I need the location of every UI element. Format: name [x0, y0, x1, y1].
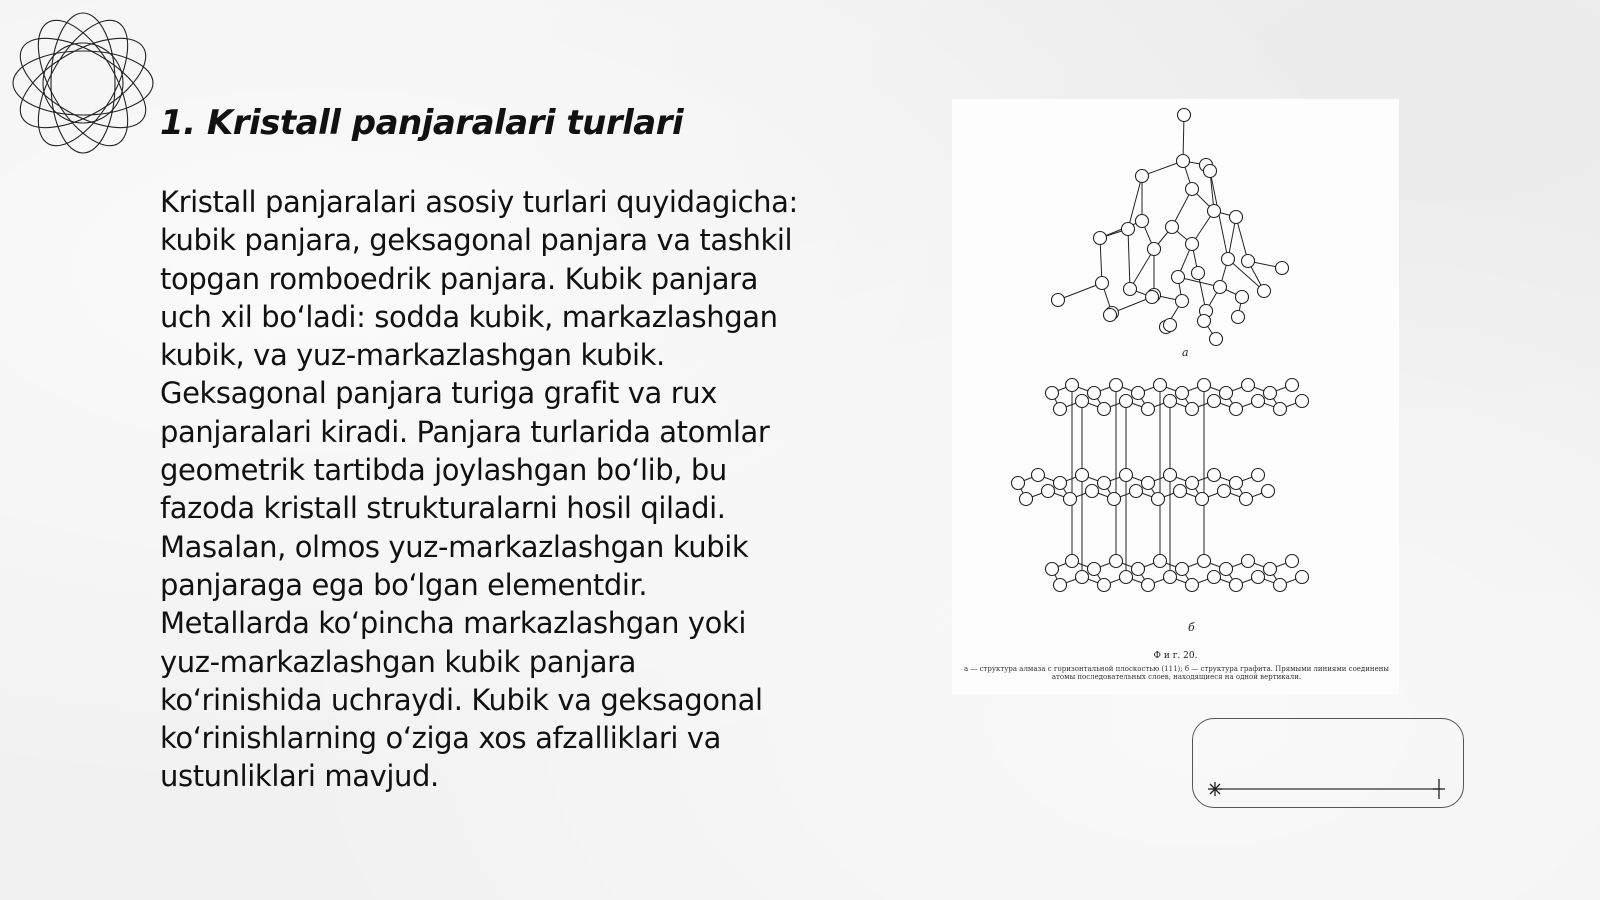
atom-node: [1274, 579, 1287, 592]
atom-node: [1164, 571, 1177, 584]
atom-node: [1296, 571, 1309, 584]
atom-node: [1110, 379, 1123, 392]
atom-node: [1130, 485, 1143, 498]
atom-node: [1230, 477, 1243, 490]
graphite-structure-diagram: [1012, 379, 1309, 592]
atom-node: [1242, 255, 1255, 268]
atom-node: [1148, 243, 1161, 256]
atom-node: [1262, 485, 1275, 498]
atom-node: [1198, 315, 1211, 328]
atom-node: [1196, 493, 1209, 506]
atom-node: [1154, 555, 1167, 568]
atom-node: [1108, 493, 1121, 506]
atom-node: [1177, 155, 1190, 168]
crystal-structure-figure: [952, 99, 1399, 694]
atom-node: [1174, 485, 1187, 498]
atom-node: [1218, 485, 1231, 498]
atom-node: [1052, 294, 1065, 307]
atom-node: [1198, 379, 1211, 392]
atom-node: [1276, 262, 1289, 275]
atom-node: [1252, 469, 1265, 482]
atom-node: [1164, 395, 1177, 408]
atom-node: [1242, 555, 1255, 568]
atom-node: [1132, 387, 1145, 400]
orbital-rings-logo-icon: [10, 10, 156, 156]
atom-node: [1104, 309, 1117, 322]
atom-node: [1098, 477, 1111, 490]
atom-node: [1032, 469, 1045, 482]
atom-node: [1172, 271, 1185, 284]
atom-node: [1252, 571, 1265, 584]
atom-node: [1222, 253, 1235, 266]
atom-node: [1132, 563, 1145, 576]
atom-node: [1088, 563, 1101, 576]
atom-node: [1192, 267, 1205, 280]
atom-node: [1046, 563, 1059, 576]
atom-node: [1296, 395, 1309, 408]
atom-node: [1136, 215, 1149, 228]
atom-node: [1210, 333, 1223, 346]
atom-node: [1230, 211, 1243, 224]
figure-label-b: б: [1188, 621, 1195, 634]
atom-node: [1286, 379, 1299, 392]
atom-node: [1054, 403, 1067, 416]
atom-node: [1142, 579, 1155, 592]
atom-node: [1098, 579, 1111, 592]
atom-node: [1120, 395, 1133, 408]
slide-title: 1. Kristall panjaralari turlari: [160, 103, 684, 143]
atom-node: [1122, 223, 1135, 236]
atom-node: [1208, 395, 1221, 408]
atom-node: [1252, 395, 1265, 408]
atom-node: [1178, 109, 1191, 122]
figure-label-a: а: [1182, 346, 1189, 359]
atom-node: [1258, 285, 1271, 298]
atom-node: [1214, 281, 1227, 294]
atom-node: [1208, 205, 1221, 218]
cursor-marker-icon[interactable]: [1433, 779, 1445, 799]
atom-node: [1088, 387, 1101, 400]
atom-node: [1164, 469, 1177, 482]
atom-node: [1096, 277, 1109, 290]
audio-player-box[interactable]: [1192, 718, 1464, 808]
atom-node: [1186, 183, 1199, 196]
atom-node: [1086, 485, 1099, 498]
atom-node: [1046, 387, 1059, 400]
atom-node: [1094, 232, 1107, 245]
atom-node: [1098, 403, 1111, 416]
atom-node: [1066, 379, 1079, 392]
atom-node: [1154, 379, 1167, 392]
atom-node: [1012, 477, 1025, 490]
atom-node: [1208, 571, 1221, 584]
atom-node: [1120, 571, 1133, 584]
diamond-structure-diagram: [1052, 109, 1289, 346]
atom-node: [1186, 579, 1199, 592]
atom-node: [1054, 477, 1067, 490]
crystal-lattice-drawing: [952, 99, 1399, 649]
atom-node: [1230, 403, 1243, 416]
atom-node: [1176, 387, 1189, 400]
atom-node: [1124, 283, 1137, 296]
atom-node: [1146, 291, 1159, 304]
atom-node: [1120, 469, 1133, 482]
atom-node: [1176, 563, 1189, 576]
atom-node: [1274, 403, 1287, 416]
atom-node: [1054, 579, 1067, 592]
atom-node: [1208, 469, 1221, 482]
atom-node: [1066, 555, 1079, 568]
atom-node: [1230, 579, 1243, 592]
atom-node: [1264, 387, 1277, 400]
sparkle-icon[interactable]: [1208, 782, 1222, 796]
figure-caption-text: а — структура алмаза с горизонтальной плоскостью (111); б — структура графита. Прямыми линиями соединены атомы последовательных слоев, находящиеся на одной вертикали.: [964, 665, 1389, 681]
atom-node: [1220, 387, 1233, 400]
atom-node: [1236, 291, 1249, 304]
atom-node: [1142, 477, 1155, 490]
atom-node: [1164, 319, 1177, 332]
atom-node: [1110, 555, 1123, 568]
atom-node: [1264, 563, 1277, 576]
atom-node: [1142, 403, 1155, 416]
atom-node: [1220, 563, 1233, 576]
atom-node: [1242, 379, 1255, 392]
atom-node: [1204, 165, 1217, 178]
figure-caption-title: Ф и г. 20.: [1153, 651, 1198, 661]
atom-node: [1076, 571, 1089, 584]
atom-node: [1064, 493, 1077, 506]
atom-node: [1186, 238, 1199, 251]
atom-node: [1020, 493, 1033, 506]
atom-node: [1166, 221, 1179, 234]
atom-node: [1042, 485, 1055, 498]
atom-node: [1176, 295, 1189, 308]
atom-node: [1240, 493, 1253, 506]
atom-node: [1076, 469, 1089, 482]
atom-node: [1186, 403, 1199, 416]
atom-node: [1198, 555, 1211, 568]
atom-node: [1286, 555, 1299, 568]
atom-node: [1076, 395, 1089, 408]
atom-node: [1136, 170, 1149, 183]
atom-node: [1186, 477, 1199, 490]
atom-node: [1152, 493, 1165, 506]
atom-node: [1232, 311, 1245, 324]
slide-body-text: Kristall panjaralari asosiy turlari quyidagicha: kubik panjara, geksagonal panjara va tashkil topgan romboedrik panjara. Kubik panjara uch xil bo‘ladi: sodda kubik, markazlashgan kubik, va yuz-markazlashgan kubik. Geksagonal panjara turiga grafit va rux panjaralari kiradi. Panjara turlarida atomlar geometrik tartibda joylashgan bo‘lib, bu fazoda kristall strukturalarni hosil qiladi. Masalan, olmos yuz-markazlashgan kubik panjaraga ega bo‘lgan elementdir. Metallarda ko‘pincha markazlashgan yoki yuz-markazlashgan kubik panjara ko‘rinishida uchraydi. Kubik va geksagonal ko‘rinishlarning o‘ziga xos afzalliklari va ustunliklari mavjud.: [160, 185, 798, 794]
